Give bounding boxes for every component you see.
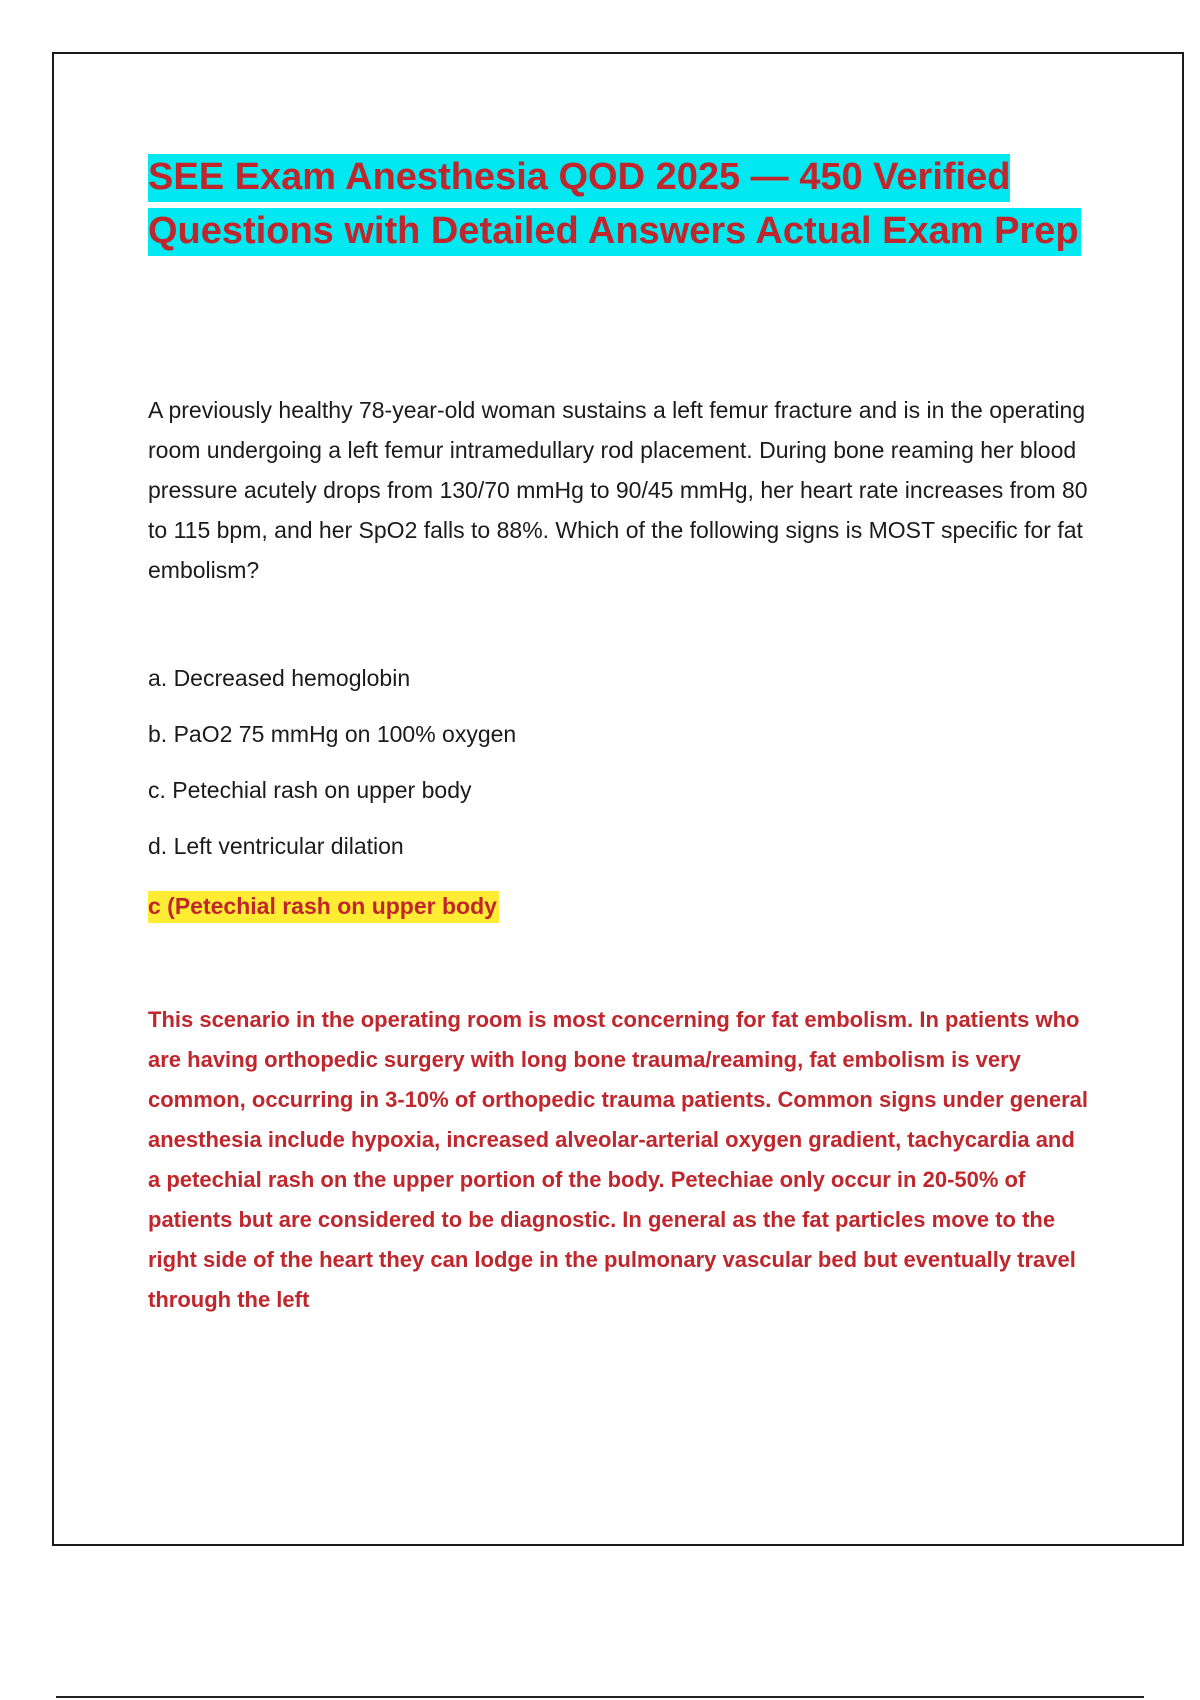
footer-divider (56, 1696, 1144, 1698)
option-d: d. Left ventricular dilation (148, 833, 404, 859)
correct-answer (148, 890, 499, 922)
option-a: a. Decreased hemoglobin (148, 665, 411, 691)
option-c: c. Petechial rash on upper body (148, 777, 472, 803)
option-b: b. PaO2 75 mmHg on 100% oxygen (148, 721, 517, 747)
question-text: A previously healthy 78-year-old woman sustains a left femur fracture and is in the operating room undergoing a left femur intramedullary rod placement. During bone reaming her blood pressure acutely drops from 130/70 mmHg to 90/45 mmHg, her heart rate increases from 80 to 115 bpm, and her SpO2 falls to 88%. Which of the following signs is MOST specific for fat embolism? (148, 397, 1088, 583)
document-title (148, 150, 1108, 258)
correct-answer-text: c (Petechial rash on upper body (148, 891, 499, 923)
answer-options (148, 662, 516, 886)
document-title-text: SEE Exam Anesthesia QOD 2025 — 450 Verified Questions with Detailed Answers Actual Exam Prep (148, 154, 1081, 256)
explanation-text: This scenario in the operating room is most concerning for fat embolism. In patients who are having orthopedic surgery with long bone trauma/reaming, fat embolism is very common, occurring in 3-10% of orthopedic trauma patients. Common signs under general anesthesia include hypoxia, increased alveolar-arterial oxygen gradient, tachycardia and a petechial rash on the upper portion of the body. Petechiae only occur in 20-50% of patients but are considered to be diagnostic. In general as the fat particles move to the right side of the heart they can lodge in the pulmonary vascular bed but eventually travel through the left (148, 1007, 1089, 1312)
